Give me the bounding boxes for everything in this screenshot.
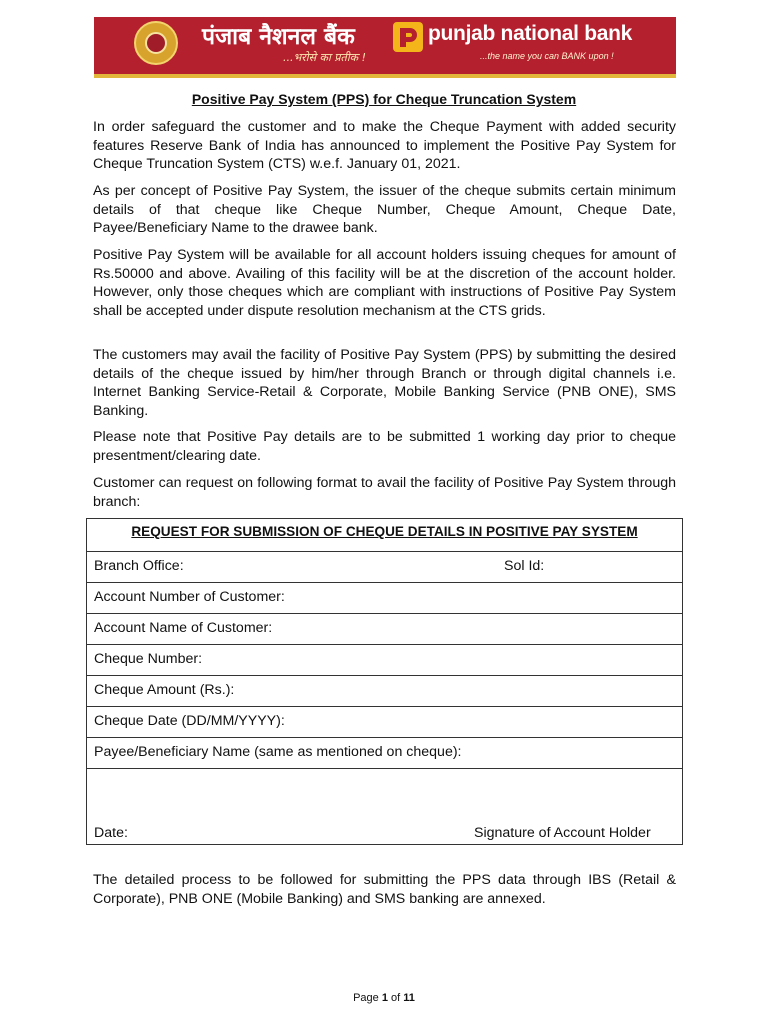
- bank-name-english: punjab national bank: [428, 22, 633, 45]
- signature-row: [87, 769, 682, 844]
- footer-total-pages: 11: [403, 992, 415, 1004]
- pnb-logo-icon: [393, 22, 423, 52]
- account-name-label: Account Name of Customer:: [94, 620, 273, 636]
- bank-name-hindi: पंजाब नैशनल बैंक: [202, 24, 355, 50]
- seal-center: [145, 32, 167, 54]
- page-footer: [0, 992, 768, 1004]
- cheque-number-label: Cheque Number:: [94, 651, 203, 667]
- account-number-row: [87, 583, 682, 614]
- page-title: Positive Pay System (PPS) for Cheque Truncation System: [191, 91, 577, 107]
- paragraph-concept: As per concept of Positive Pay System, the issuer of the cheque submits certain minimum details of that cheque like Cheque Number, Cheque Amount, Cheque Date, Payee/Beneficiary Name to the drawee bank.: [93, 183, 676, 236]
- parivartan-seal-icon: [134, 21, 178, 65]
- payee-name-row: [87, 738, 682, 769]
- paragraph-annexure: The detailed process to be followed for submitting the PPS data through IBS (Retail & Corporate), PNB ONE (Mobile Banking) and SMS banking are annexed.: [93, 872, 676, 907]
- tagline-hindi: ...भरोसे का प्रतीक !: [283, 51, 367, 64]
- footer-prefix: Page: [353, 992, 379, 1004]
- account-name-row: [87, 614, 682, 645]
- paragraph-branch-request: Customer can request on following format to avail the facility of Positive Pay System through branch:: [93, 475, 676, 510]
- form-heading-row: [87, 519, 682, 552]
- banner-underline: [94, 74, 676, 78]
- signature-label: Signature of Account Holder: [474, 825, 651, 841]
- footer-page-number: 1: [381, 992, 388, 1004]
- branch-office-label: Branch Office:: [94, 558, 184, 574]
- account-number-label: Account Number of Customer:: [94, 589, 285, 605]
- date-label: Date:: [94, 825, 128, 841]
- cheque-date-row: [87, 707, 682, 738]
- payee-name-label: Payee/Beneficiary Name (same as mentioned on cheque):: [94, 744, 462, 760]
- pps-request-form: [86, 518, 683, 845]
- cheque-number-row: [87, 645, 682, 676]
- footer-of: of: [391, 992, 401, 1004]
- paragraph-timing: Please note that Positive Pay details are to be submitted 1 working day prior to cheque presentment/clearing date.: [93, 429, 676, 464]
- cheque-amount-row: [87, 676, 682, 707]
- cheque-date-label: Cheque Date (DD/MM/YYYY):: [94, 713, 285, 729]
- paragraph-availability: Positive Pay System will be available for all account holders issuing cheques for amount of Rs.50000 and above. Availing of this facility will be at the discretion of the account holder. However, only those cheques which are compliant with instructions of Positive Pay System shall be accepted under dispute resolution mechanism at the CTS grids.: [93, 247, 676, 319]
- cheque-amount-label: Cheque Amount (Rs.):: [94, 682, 235, 698]
- paragraph-intro: In order safeguard the customer and to make the Cheque Payment with added security features Reserve Bank of India has announced to implement the Positive Pay System for Cheque Truncation System (CTS) w.e.f. January 01, 2021.: [93, 119, 676, 172]
- paragraph-channels: The customers may avail the facility of Positive Pay System (PPS) by submitting the desired details of the cheque issued by him/her through Branch or through digital channels i.e. Internet Banking Service-Retail & Corporate, Mobile Banking Service (PNB ONE), SMS Banking.: [93, 347, 676, 419]
- sol-id-label: Sol Id:: [504, 558, 545, 574]
- branch-row: [87, 552, 682, 583]
- tagline-english: ...the name you can BANK upon !: [480, 51, 614, 61]
- form-heading: REQUEST FOR SUBMISSION OF CHEQUE DETAILS IN POSITIVE PAY SYSTEM: [131, 524, 638, 539]
